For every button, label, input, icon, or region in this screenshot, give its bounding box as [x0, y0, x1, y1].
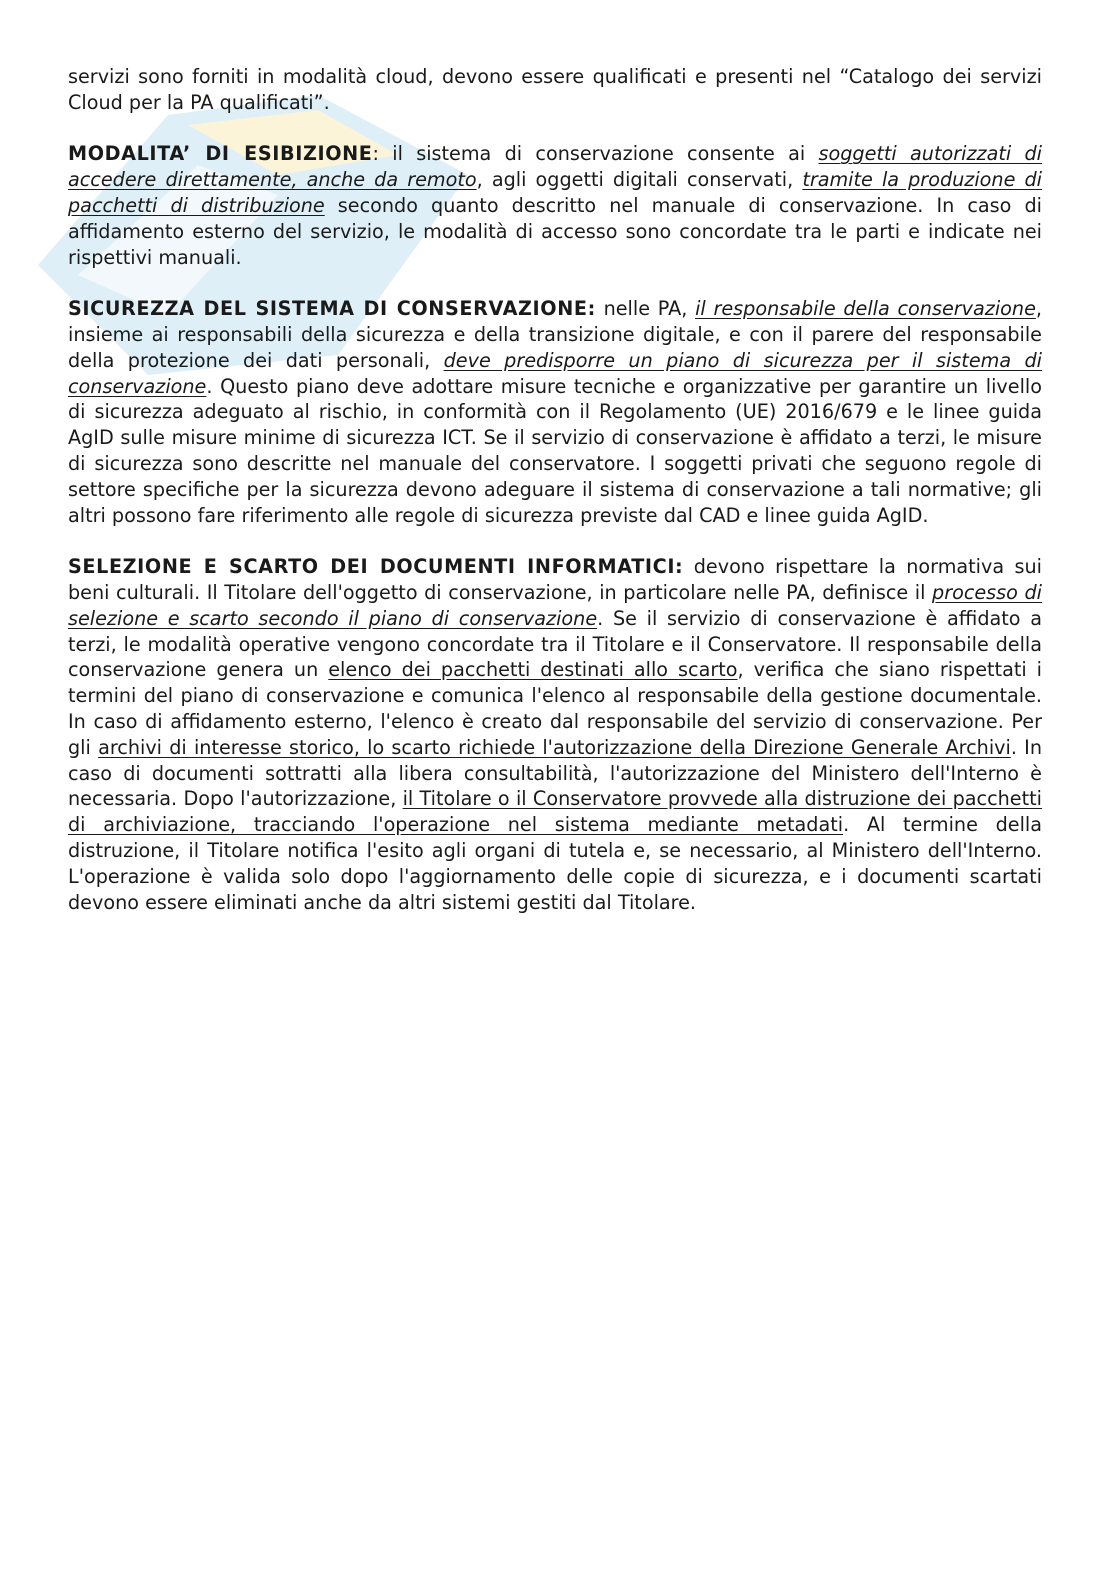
- paragraph-text: secondo quanto descritto nel manuale di conservazione. In caso di affidamento esterno del servizio, le modalità di accesso sono concordate tra le parti e indicate nei rispettivi manuali.: [68, 193, 1042, 269]
- paragraph-text: . Al termine della distruzione, il Titolare notifica l'esito agli organi di tutela e, se necessario, al Ministero dell'Interno. L'operazione è valida solo dopo l'aggiornamento delle copie di sicurezza, e i documenti scartati devono essere eliminati anche da altri sistemi gestiti dal Titolare.: [68, 813, 1042, 914]
- paragraph-modalita-esibizione: [68, 141, 1042, 270]
- underlined-text: il Titolare o il Conservatore provvede alla distruzione dei pacchetti di archiviazione, tracciando l'operazione nel sistema mediante metadati: [68, 787, 1042, 837]
- paragraph-text: , insieme ai responsabili della sicurezza e della transizione digitale, e con il parere del responsabile della protezione dei dati personali,: [68, 297, 1042, 372]
- paragraph-text: , agli oggetti digitali conservati,: [476, 168, 803, 192]
- paragraph-cloud-services: [68, 64, 1042, 116]
- emphasis-text: soggetti autorizzati di accedere direttamente, anche da remoto: [68, 142, 1042, 192]
- emphasis-text: il responsabile della conservazione: [695, 297, 1036, 321]
- emphasis-text: deve predisporre un piano di sicurezza per il sistema di conservazione: [68, 348, 1042, 398]
- section-heading-sicurezza: SICUREZZA DEL SISTEMA DI CONSERVAZIONE:: [68, 297, 596, 321]
- paragraph-sicurezza: [68, 296, 1042, 528]
- paragraph-text: : il sistema di conservazione consente ai: [372, 142, 819, 166]
- paragraph-text: . Se il servizio di conservazione è affidato a terzi, le modalità operative vengono concordate tra il Titolare e il Conservatore. Il responsabile della conservazione genera un: [68, 606, 1043, 682]
- emphasis-text: processo di selezione e scarto secondo il piano di conservazione: [68, 580, 1042, 630]
- paragraph-text: , verifica che siano rispettati i termini del piano di conservazione e comunica l'elenco al responsabile della gestione documentale. In caso di affidamento esterno, l'elenco è creato dal responsabile del servizio di conservazione. Per gli: [68, 658, 1042, 759]
- paragraph-text: devono rispettare la normativa sui beni culturali. Il Titolare dell'oggetto di conservazione, in particolare nelle PA, definisce il: [68, 555, 1042, 604]
- section-heading-selezione-scarto: SELEZIONE E SCARTO DEI DOCUMENTI INFORMATICI:: [68, 555, 684, 579]
- underlined-text: archivi di interesse storico, lo scarto richiede l'autorizzazione della Direzione Generale Archivi: [98, 735, 1011, 759]
- paragraph-selezione-scarto: [68, 554, 1042, 915]
- emphasis-text: tramite la produzione di pacchetti di distribuzione: [68, 168, 1043, 217]
- section-heading-modalita-esibizione: MODALITA’ DI ESIBIZIONE: [68, 142, 373, 166]
- paragraph-text: . In caso di documenti sottratti alla libera consultabilità, l'autorizzazione del Ministero dell'Interno è necessaria. Dopo l'autorizzazione,: [68, 735, 1042, 811]
- document-body: [68, 64, 1042, 941]
- paragraph-text: servizi sono forniti in modalità cloud, devono essere qualificati e presenti nel “Catalogo dei servizi Cloud per la PA qualificati”.: [68, 65, 1042, 114]
- underlined-text: elenco dei pacchetti destinati allo scarto: [328, 658, 738, 682]
- paragraph-text: nelle PA,: [595, 297, 696, 321]
- paragraph-text: . Questo piano deve adottare misure tecniche e organizzative per garantire un livello di sicurezza adeguato al rischio, in conformità con il Regolamento (UE) 2016/679 e le linee guida AgID sulle misure minime di sicurezza ICT. Se il servizio di conservazione è affidato a terzi, le misure di sicurezza sono descritte nel manuale del conservatore. I soggetti privati che seguono regole di settore specifiche per la sicurezza devono adeguare il sistema di conservazione a tali normative; gli altri possono fare riferimento alle regole di sicurezza previste dal CAD e linee guida AgID.: [68, 374, 1042, 527]
